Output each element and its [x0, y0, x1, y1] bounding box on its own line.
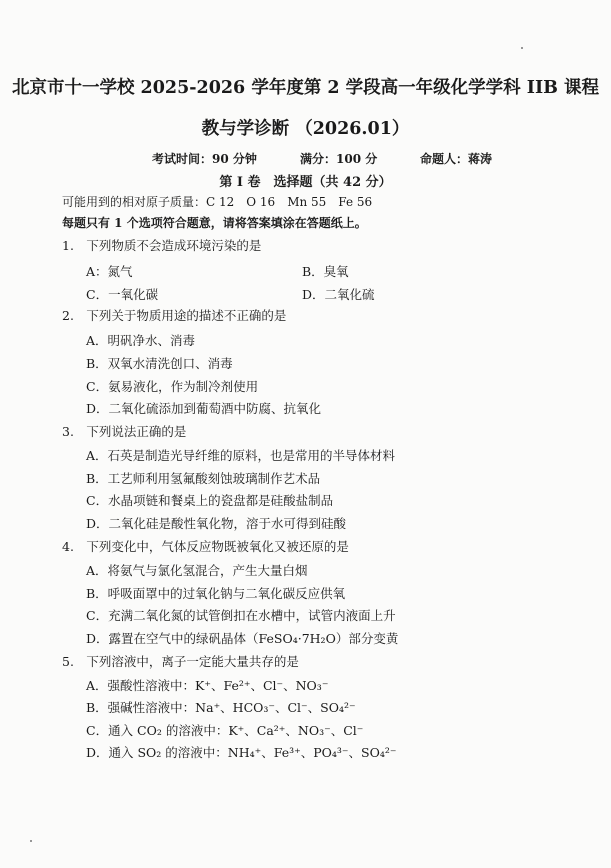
- option: C．通入 CO₂ 的溶液中：K⁺、Ca²⁺、NO₃⁻、Cl⁻: [86, 723, 364, 738]
- question-stem: 2. 下列关于物质用途的描述不正确的是: [62, 308, 287, 323]
- option: A．石英是制造光导纤维的原料，也是常用的半导体材料: [86, 448, 396, 463]
- exam-title-line1: 北京市十一学校 2025-2026 学年度第 2 学段高一年级化学学科 IIB 课程: [11, 78, 600, 98]
- question-stem: 4. 下列变化中，气体反应物既被氧化又被还原的是: [62, 539, 349, 554]
- full-score: 满分：100 分: [300, 152, 378, 166]
- question-stem: 3. 下列说法正确的是: [62, 424, 187, 439]
- option: D．二氧化硅是酸性氧化物，溶于水可得到硅酸: [86, 516, 347, 531]
- option: C．水晶项链和餐桌上的瓷盘都是硅酸盐制品: [86, 493, 334, 508]
- option: B．强碱性溶液中：Na⁺、HCO₃⁻、Cl⁻、SO₄²⁻: [86, 700, 356, 715]
- option: D．露置在空气中的绿矾晶体（FeSO₄·7H₂O）部分变黄: [86, 631, 399, 646]
- option: B．双氧水清洗创口、消毒: [86, 356, 233, 371]
- option: B．工艺师利用氢氟酸刻蚀玻璃制作艺术品: [86, 471, 321, 486]
- scan-speck: [30, 840, 32, 842]
- exam-time: 考试时间：90 分钟: [152, 152, 257, 166]
- option: C．氨易液化，作为制冷剂使用: [86, 379, 259, 394]
- option: C．充满二氧化氮的试管倒扣在水槽中，试管内液面上升: [86, 608, 396, 623]
- atomic-masses: 可能用到的相对原子质量：C 12 O 16 Mn 55 Fe 56: [62, 195, 373, 209]
- exam-title-line2: 教与学诊断 （2026.01）: [201, 119, 410, 139]
- option: C．一氧化碳: [86, 287, 159, 302]
- option: D．二氧化硫添加到葡萄酒中防腐、抗氧化: [86, 401, 322, 416]
- option: A．明矾净水、消毒: [86, 333, 196, 348]
- option: B．呼吸面罩中的过氧化钠与二氧化碳反应供氧: [86, 586, 346, 601]
- instruction: 每题只有 1 个选项符合题意，请将答案填涂在答题纸上。: [62, 216, 367, 230]
- question-stem: 5. 下列溶液中，离子一定能大量共存的是: [62, 654, 299, 669]
- option: D．通入 SO₂ 的溶液中：NH₄⁺、Fe³⁺、PO₄³⁻、SO₄²⁻: [86, 745, 397, 760]
- option: A．将氨气与氯化氢混合，产生大量白烟: [86, 563, 308, 578]
- option: D．二氧化硫: [302, 287, 375, 302]
- option: A．强酸性溶液中：K⁺、Fe²⁺、Cl⁻、NO₃⁻: [86, 678, 329, 693]
- question-stem: 1. 下列物质不会造成环境污染的是: [62, 238, 262, 253]
- section-title: 第 I 卷 选择题（共 42 分）: [219, 175, 392, 190]
- author: 命题人：蒋涛: [420, 152, 493, 166]
- option: A：氮气: [86, 264, 133, 279]
- option: B．臭氧: [302, 264, 349, 279]
- scan-speck: [521, 47, 523, 49]
